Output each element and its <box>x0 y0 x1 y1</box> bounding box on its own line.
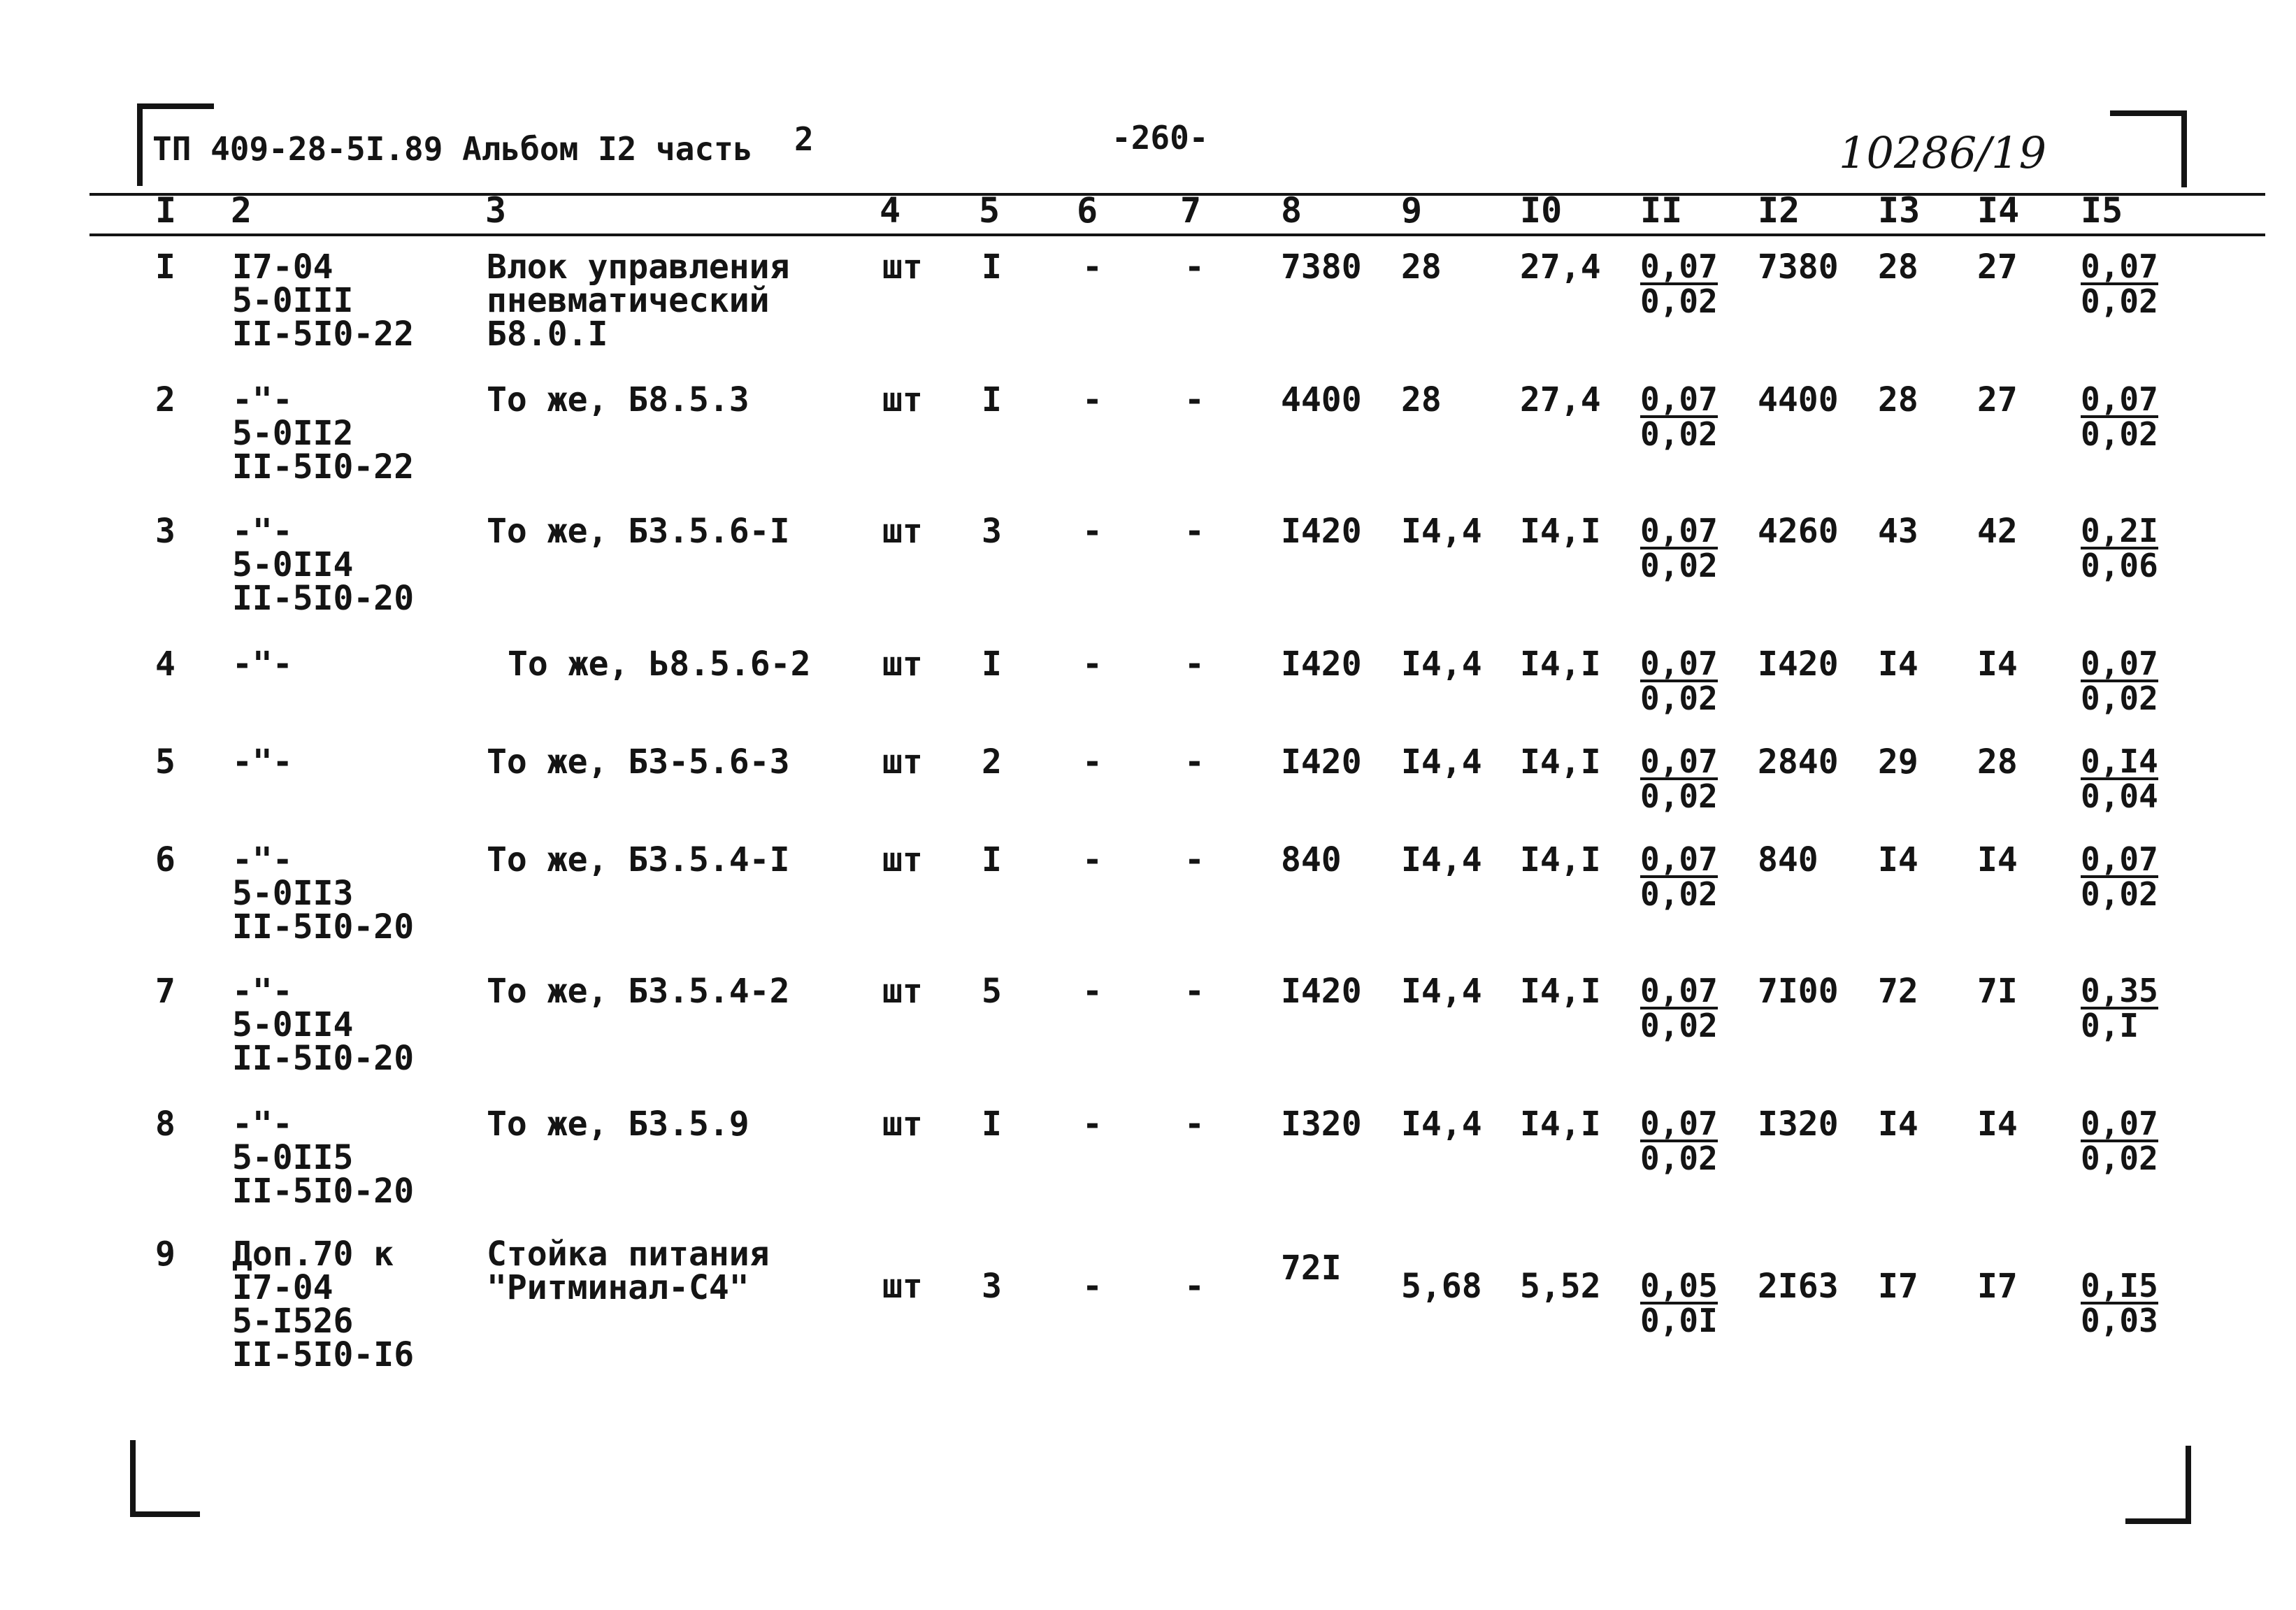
item-name <box>487 1235 770 1307</box>
designation-code <box>232 972 415 1078</box>
table-row <box>0 512 2296 640</box>
col11-fraction-numerator: 0,05 <box>1640 1267 1718 1304</box>
column-number: 2 <box>231 190 252 231</box>
item-name <box>487 380 749 419</box>
col8-cell: I420 <box>1281 742 1362 782</box>
col12-cell: I320 <box>1758 1105 1839 1144</box>
col11-fraction <box>1640 972 1718 1044</box>
col12-cell: 4400 <box>1758 380 1839 419</box>
corner-bracket-bottom-left <box>130 1440 136 1517</box>
item-name <box>487 742 790 782</box>
col11-fraction-numerator: 0,07 <box>1640 512 1718 549</box>
designation-code <box>232 247 415 354</box>
designation-code-line: -"- <box>232 972 293 1011</box>
col6-cell: - <box>1082 380 1103 419</box>
col8-cell: I420 <box>1281 645 1362 684</box>
col15-fraction-numerator: 0,35 <box>2081 972 2158 1009</box>
item-name <box>487 512 790 551</box>
corner-bracket-bottom-right <box>2186 1446 2191 1524</box>
col8-cell: 840 <box>1281 840 1342 879</box>
designation-code-line: 5-0II5 <box>232 1138 354 1177</box>
designation-code-line: I7-04 <box>232 1268 333 1307</box>
col10-cell: 27,4 <box>1520 380 1601 419</box>
col15-fraction <box>2081 742 2158 815</box>
col15-fraction <box>2081 1267 2158 1339</box>
item-name-line: Стойка питания <box>487 1235 770 1274</box>
row-number: 5 <box>155 742 175 782</box>
col10-cell: I4,I <box>1520 742 1601 782</box>
row-number: 2 <box>155 380 175 419</box>
col12-cell: 7I00 <box>1758 972 1839 1011</box>
col6-cell: - <box>1082 645 1103 684</box>
item-name-line: То же, Б3.5.4-I <box>487 840 790 879</box>
col9-cell: I4,4 <box>1401 972 1482 1011</box>
col9-cell: 28 <box>1401 380 1442 419</box>
col15-fraction-denominator: 0,02 <box>2081 875 2158 913</box>
item-name-line: То же, Б3.5.6-I <box>487 512 790 551</box>
col15-fraction-denominator: 0,04 <box>2081 777 2158 815</box>
col8-cell: I420 <box>1281 512 1362 551</box>
col8-cell: 4400 <box>1281 380 1362 419</box>
corner-bracket-top-right <box>2181 110 2187 187</box>
col11-fraction-denominator: 0,02 <box>1640 680 1718 717</box>
quantity-cell: I <box>982 840 1002 879</box>
col12-cell: 4260 <box>1758 512 1839 551</box>
col8-cell: I320 <box>1281 1105 1362 1144</box>
col7-cell: - <box>1184 512 1205 551</box>
col9-cell: I4,4 <box>1401 1105 1482 1144</box>
col10-cell: I4,I <box>1520 645 1601 684</box>
col6-cell: - <box>1082 247 1103 287</box>
col10-cell: I4,I <box>1520 1105 1601 1144</box>
col9-cell: I4,4 <box>1401 512 1482 551</box>
designation-code-line: -"- <box>232 380 293 419</box>
column-number: 3 <box>485 190 507 231</box>
col15-fraction-numerator: 0,07 <box>2081 645 2158 682</box>
col11-fraction-numerator: 0,07 <box>1640 972 1718 1009</box>
table-row <box>0 1107 2296 1233</box>
col11-fraction <box>1640 1267 1718 1339</box>
item-name-line: "Ритминал-С4" <box>487 1268 749 1307</box>
row-number: 3 <box>155 512 175 551</box>
col14-cell: 42 <box>1977 512 2018 551</box>
unit-cell: шт <box>882 742 923 782</box>
corner-bracket-bottom-left-bar <box>130 1511 200 1517</box>
designation-code <box>232 1105 415 1211</box>
col7-cell: - <box>1184 645 1205 684</box>
col13-cell: 43 <box>1878 512 1918 551</box>
col9-cell: I4,4 <box>1401 645 1482 684</box>
designation-code-line: II-5I0-22 <box>232 315 415 354</box>
row-number: 8 <box>155 1105 175 1144</box>
item-name-line: пневматический <box>487 281 770 320</box>
designation-code-line: 5-0II4 <box>232 545 354 584</box>
col6-cell: - <box>1082 512 1103 551</box>
col12-cell: I420 <box>1758 645 1839 684</box>
page-number: -260- <box>1112 119 1209 157</box>
item-name-line: То же, Б3-5.6-3 <box>487 742 790 782</box>
col6-cell: - <box>1082 742 1103 782</box>
col14-cell: I4 <box>1977 840 2018 879</box>
col12-cell: 2840 <box>1758 742 1839 782</box>
col6-cell: - <box>1082 972 1103 1011</box>
col10-cell: 5,52 <box>1520 1267 1601 1306</box>
column-number: I3 <box>1878 190 1921 231</box>
column-number: I2 <box>1758 190 1800 231</box>
unit-cell: шт <box>882 840 923 879</box>
quantity-cell: 3 <box>982 1267 1002 1306</box>
item-name <box>487 840 790 879</box>
designation-code-line: 5-0III <box>232 281 354 320</box>
col14-cell: I7 <box>1977 1267 2018 1306</box>
item-name-line: То же, Б3.5.4-2 <box>487 972 790 1011</box>
part-number: 2 <box>794 120 814 158</box>
col11-fraction <box>1640 247 1718 320</box>
column-number: 9 <box>1401 190 1423 231</box>
header-rule-bottom <box>89 233 2265 236</box>
corner-bracket-bottom-right-bar <box>2125 1518 2191 1524</box>
col15-fraction-denominator: 0,I <box>2081 1007 2139 1044</box>
item-name-line: То же, Б8.5.3 <box>487 380 749 419</box>
col11-fraction-denominator: 0,02 <box>1640 1007 1718 1044</box>
col13-cell: 29 <box>1878 742 1918 782</box>
col14-cell: I4 <box>1977 1105 2018 1144</box>
col11-fraction-denominator: 0,02 <box>1640 1140 1718 1177</box>
designation-code-line: II-5I0-I6 <box>232 1335 415 1374</box>
col13-cell: I4 <box>1878 645 1918 684</box>
col10-cell: I4,I <box>1520 972 1601 1011</box>
document-title: ТП 409-28-5I.89 Альбом I2 часть <box>152 130 753 168</box>
col11-fraction-denominator: 0,02 <box>1640 547 1718 584</box>
row-number: 6 <box>155 840 175 879</box>
col15-fraction <box>2081 247 2158 320</box>
col15-fraction <box>2081 1105 2158 1177</box>
unit-cell: шт <box>882 380 923 419</box>
col7-cell: - <box>1184 1267 1205 1306</box>
header-rule-top <box>89 193 2265 196</box>
col10-cell: I4,I <box>1520 840 1601 879</box>
designation-code-line: II-5I0-20 <box>232 1172 415 1211</box>
designation-code <box>232 1237 414 1372</box>
item-name-line: Влок управления <box>487 247 790 287</box>
col11-fraction <box>1640 380 1718 453</box>
col11-fraction-numerator: 0,07 <box>1640 1105 1718 1142</box>
col15-fraction-denominator: 0,06 <box>2081 547 2158 584</box>
col7-cell: - <box>1184 247 1205 287</box>
col15-fraction-denominator: 0,02 <box>2081 415 2158 453</box>
unit-cell: шт <box>882 972 923 1011</box>
row-number: 4 <box>155 645 175 684</box>
col15-fraction-numerator: 0,07 <box>2081 247 2158 285</box>
col6-cell: - <box>1082 840 1103 879</box>
col11-fraction-numerator: 0,07 <box>1640 247 1718 285</box>
designation-code-line: II-5I0-20 <box>232 1039 415 1078</box>
col14-cell: 28 <box>1977 742 2018 782</box>
item-name <box>487 1105 749 1144</box>
col10-cell: I4,I <box>1520 512 1601 551</box>
col9-cell: 5,68 <box>1401 1267 1482 1306</box>
col11-fraction-denominator: 0,02 <box>1640 415 1718 453</box>
col15-fraction-numerator: 0,07 <box>2081 380 2158 418</box>
col15-fraction <box>2081 512 2158 584</box>
designation-code-line: Доп.70 к <box>232 1235 394 1274</box>
designation-code-line: II-5I0-20 <box>232 579 415 618</box>
corner-bracket-top-left <box>137 103 143 186</box>
col15-fraction-denominator: 0,03 <box>2081 1302 2158 1339</box>
col11-fraction-numerator: 0,07 <box>1640 645 1718 682</box>
col15-fraction <box>2081 645 2158 717</box>
col15-fraction-denominator: 0,02 <box>2081 282 2158 320</box>
col11-fraction <box>1640 645 1718 717</box>
designation-code <box>232 840 415 947</box>
col13-cell: 72 <box>1878 972 1918 1011</box>
col14-cell: 27 <box>1977 380 2018 419</box>
row-number: I <box>155 247 175 287</box>
designation-code <box>232 380 415 487</box>
unit-cell: шт <box>882 1105 923 1144</box>
col15-fraction <box>2081 380 2158 453</box>
designation-code <box>232 742 293 782</box>
col7-cell: - <box>1184 972 1205 1011</box>
col15-fraction-numerator: 0,I5 <box>2081 1267 2158 1304</box>
designation-code-line: I7-04 <box>232 247 333 287</box>
designation-code-line: 5-I526 <box>232 1302 354 1341</box>
designation-code-line: 5-0II3 <box>232 874 354 913</box>
item-name-line: То же, Ь8.5.6-2 <box>508 645 811 684</box>
col8-cell: I420 <box>1281 972 1362 1011</box>
item-name <box>487 972 790 1011</box>
col6-cell: - <box>1082 1267 1103 1306</box>
col15-fraction-numerator: 0,07 <box>2081 840 2158 878</box>
column-number: I0 <box>1520 190 1563 231</box>
corner-bracket-top-right-bar <box>2110 110 2187 116</box>
quantity-cell: 2 <box>982 742 1002 782</box>
table-row <box>0 380 2296 509</box>
row-number: 9 <box>155 1235 175 1274</box>
column-number: I <box>155 190 177 231</box>
col14-cell: I4 <box>1977 645 2018 684</box>
row-number: 7 <box>155 972 175 1011</box>
col11-fraction-numerator: 0,07 <box>1640 742 1718 780</box>
designation-code <box>232 512 415 618</box>
col15-fraction-denominator: 0,02 <box>2081 1140 2158 1177</box>
col15-fraction-denominator: 0,02 <box>2081 680 2158 717</box>
col7-cell: - <box>1184 380 1205 419</box>
quantity-cell: 5 <box>982 972 1002 1011</box>
column-number: II <box>1640 190 1683 231</box>
table-row <box>0 972 2296 1100</box>
col7-cell: - <box>1184 1105 1205 1144</box>
designation-code-line: II-5I0-20 <box>232 907 415 947</box>
col13-cell: I4 <box>1878 1105 1918 1144</box>
col11-fraction-denominator: 0,0I <box>1640 1302 1718 1339</box>
col14-cell: 7I <box>1977 972 2018 1011</box>
unit-cell: шт <box>882 645 923 684</box>
col12-cell: 2I63 <box>1758 1267 1839 1306</box>
unit-cell: шт <box>882 1267 923 1306</box>
col13-cell: I7 <box>1878 1267 1918 1306</box>
col9-cell: 28 <box>1401 247 1442 287</box>
col10-cell: 27,4 <box>1520 247 1601 287</box>
col15-fraction <box>2081 972 2158 1044</box>
col11-fraction-denominator: 0,02 <box>1640 777 1718 815</box>
column-number: I4 <box>1977 190 2020 231</box>
designation-code-line: 5-0II2 <box>232 414 354 453</box>
column-number: 8 <box>1281 190 1303 231</box>
col11-fraction-numerator: 0,07 <box>1640 840 1718 878</box>
item-name-line: Б8.0.I <box>487 315 608 354</box>
column-number: 6 <box>1077 190 1098 231</box>
designation-code-line: -"- <box>232 645 293 684</box>
col15-fraction-numerator: 0,I4 <box>2081 742 2158 780</box>
corner-bracket-top-left-bar <box>137 103 214 109</box>
quantity-cell: 3 <box>982 512 1002 551</box>
table-row <box>0 1235 2296 1374</box>
column-number: I5 <box>2081 190 2123 231</box>
col11-fraction <box>1640 840 1718 913</box>
col12-cell: 7380 <box>1758 247 1839 287</box>
designation-code-line: -"- <box>232 840 293 879</box>
table-row <box>0 247 2296 376</box>
col8-cell: 72I <box>1281 1249 1342 1288</box>
designation-code-line: -"- <box>232 742 293 782</box>
col11-fraction <box>1640 512 1718 584</box>
unit-cell: шт <box>882 247 923 287</box>
quantity-cell: I <box>982 645 1002 684</box>
table-row <box>0 840 2296 969</box>
col6-cell: - <box>1082 1105 1103 1144</box>
designation-code-line: -"- <box>232 512 293 551</box>
col13-cell: 28 <box>1878 380 1918 419</box>
col9-cell: I4,4 <box>1401 840 1482 879</box>
col11-fraction-numerator: 0,07 <box>1640 380 1718 418</box>
col13-cell: I4 <box>1878 840 1918 879</box>
col7-cell: - <box>1184 840 1205 879</box>
col8-cell: 7380 <box>1281 247 1362 287</box>
item-name-line: То же, Б3.5.9 <box>487 1105 749 1144</box>
col14-cell: 27 <box>1977 247 2018 287</box>
col13-cell: 28 <box>1878 247 1918 287</box>
col11-fraction <box>1640 742 1718 815</box>
designation-code-line: 5-0II4 <box>232 1005 354 1044</box>
col11-fraction <box>1640 1105 1718 1177</box>
col11-fraction-denominator: 0,02 <box>1640 282 1718 320</box>
col7-cell: - <box>1184 742 1205 782</box>
col9-cell: I4,4 <box>1401 742 1482 782</box>
col15-fraction <box>2081 840 2158 913</box>
quantity-cell: I <box>982 1105 1002 1144</box>
item-name <box>508 645 811 684</box>
designation-code <box>232 645 293 684</box>
col11-fraction-denominator: 0,02 <box>1640 875 1718 913</box>
handwritten-reference: 10286/19 <box>1839 127 2047 178</box>
column-number: 4 <box>880 190 901 231</box>
column-number: 7 <box>1180 190 1202 231</box>
quantity-cell: I <box>982 247 1002 287</box>
column-number: 5 <box>979 190 1000 231</box>
unit-cell: шт <box>882 512 923 551</box>
col15-fraction-numerator: 0,07 <box>2081 1105 2158 1142</box>
designation-code-line: II-5I0-22 <box>232 447 415 487</box>
col15-fraction-numerator: 0,2I <box>2081 512 2158 549</box>
quantity-cell: I <box>982 380 1002 419</box>
item-name <box>487 247 790 354</box>
designation-code-line: -"- <box>232 1105 293 1144</box>
col12-cell: 840 <box>1758 840 1818 879</box>
